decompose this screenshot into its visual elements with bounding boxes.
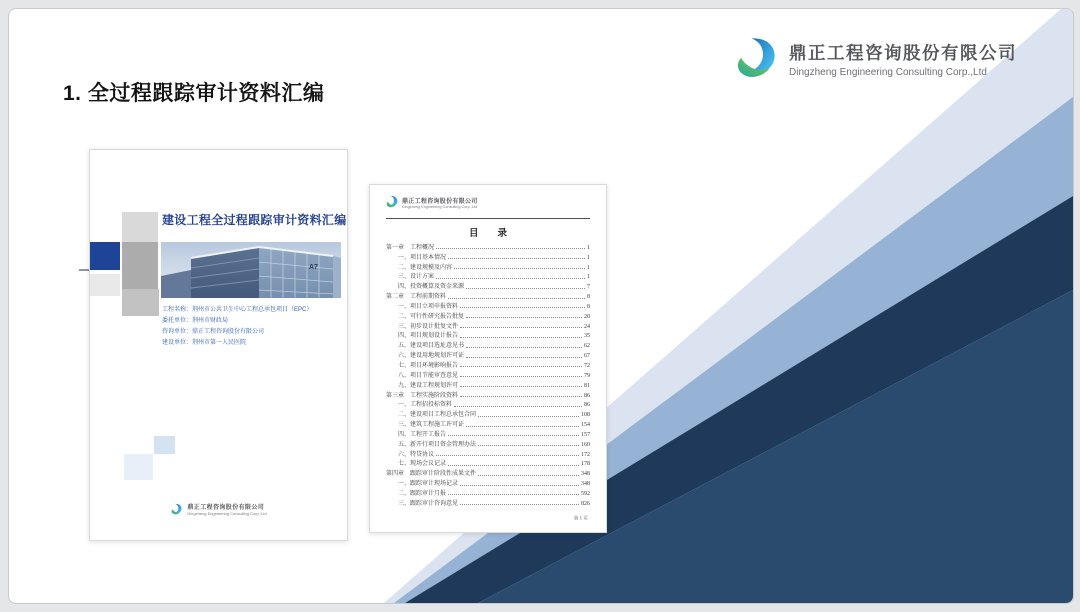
document-toc-page bbox=[369, 184, 607, 533]
toc-entry-label: 九、建设工程规划许可 bbox=[398, 382, 459, 389]
toc-page-number: 第 1 页 bbox=[573, 516, 588, 521]
toc-entry-label: 六、特贷协议 bbox=[398, 451, 435, 458]
toc-entry bbox=[386, 497, 590, 507]
toc-entry bbox=[386, 310, 590, 320]
cover-info-line: 咨询单位：鼎正工程咨询股份有限公司 bbox=[162, 329, 265, 335]
toc-dot-leader bbox=[454, 406, 582, 407]
company-name-cn: 鼎正工程咨询股份有限公司 bbox=[789, 43, 1017, 63]
document-cover-page bbox=[89, 149, 348, 541]
cover-photo-building bbox=[161, 242, 341, 298]
toc-dot-leader bbox=[460, 396, 582, 397]
company-logo bbox=[732, 35, 1017, 83]
toc-entry bbox=[386, 408, 590, 418]
toc-entry-page: 592 bbox=[581, 490, 590, 497]
company-logo-icon bbox=[732, 35, 780, 83]
company-name-cn: 鼎正工程咨询股份有限公司 bbox=[402, 198, 478, 205]
company-logo-icon bbox=[170, 503, 183, 516]
toc-entry-page: 86 bbox=[584, 402, 590, 409]
toc-entry-page: 154 bbox=[581, 422, 590, 429]
cover-title: 建设工程全过程跟踪审计资料汇编 bbox=[162, 213, 347, 227]
toc-entry-label: 四、工程开工报告 bbox=[398, 431, 447, 438]
toc-entry-page: 157 bbox=[581, 431, 590, 438]
toc-dot-leader bbox=[436, 248, 585, 249]
toc-entry-label: 三、建筑工程施工许可证 bbox=[398, 422, 465, 429]
toc-entry-label: 一、项目立项申报资料 bbox=[398, 303, 459, 310]
toc-entry-label: 五、建设项目选址意见书 bbox=[398, 343, 465, 350]
slide-title: 1. 全过程跟踪审计资料汇编 bbox=[63, 82, 325, 105]
toc-entry-page: 67 bbox=[584, 353, 590, 360]
toc-entry bbox=[386, 251, 590, 261]
toc-entry-label: 一、项目基本情况 bbox=[398, 254, 447, 261]
cover-decor-square-gray bbox=[90, 274, 120, 296]
toc-entry-label: 第三章 工程实施阶段资料 bbox=[386, 392, 459, 399]
toc-dot-leader bbox=[460, 307, 585, 308]
toc-entry bbox=[386, 349, 590, 359]
toc-dot-leader bbox=[466, 288, 585, 289]
cover-info-line: 建设单位：荆州市第一人民医院 bbox=[162, 340, 247, 346]
toc-dot-leader bbox=[460, 366, 582, 367]
cover-info-lines bbox=[162, 305, 312, 349]
toc-entry-page: 72 bbox=[584, 362, 590, 369]
toc-entry-page: 86 bbox=[584, 392, 590, 399]
toc-entry bbox=[386, 300, 590, 310]
toc-header-rule bbox=[386, 218, 590, 219]
toc-entry bbox=[386, 428, 590, 438]
toc-entry-label: 第二章 工程前期资料 bbox=[386, 294, 447, 301]
cover-info-line: 委托单位：荆州市财政局 bbox=[162, 318, 229, 324]
toc-entry bbox=[386, 280, 590, 290]
toc-entry bbox=[386, 330, 590, 340]
toc-dot-leader bbox=[466, 317, 582, 318]
toc-entry-page: 1 bbox=[587, 244, 590, 251]
toc-dot-leader bbox=[448, 435, 579, 436]
toc-entry-label: 三、跟踪审计咨询意见 bbox=[398, 500, 459, 507]
toc-header-logo bbox=[385, 195, 478, 209]
toc-entry bbox=[386, 418, 590, 428]
toc-entry bbox=[386, 271, 590, 281]
toc-entry bbox=[386, 487, 590, 497]
toc-dot-leader bbox=[478, 475, 579, 476]
toc-dot-leader bbox=[448, 298, 585, 299]
toc-entry-page: 8 bbox=[587, 303, 590, 310]
toc-dot-leader bbox=[460, 376, 582, 377]
toc-dot-leader bbox=[448, 258, 585, 259]
toc-entry-page: 7 bbox=[587, 284, 590, 291]
toc-entry-page: 1 bbox=[587, 254, 590, 261]
toc-dot-leader bbox=[460, 337, 582, 338]
toc-list bbox=[386, 241, 590, 507]
toc-entry-label: 二、建设项目工程总承包合同 bbox=[398, 412, 477, 419]
toc-entry-page: 1 bbox=[587, 264, 590, 271]
toc-entry-page: 1 bbox=[587, 274, 590, 281]
toc-entry bbox=[386, 261, 590, 271]
toc-dot-leader bbox=[466, 347, 582, 348]
toc-entry-page: 20 bbox=[584, 313, 590, 320]
cover-footer-logo-text bbox=[187, 502, 266, 516]
cover-decor-square-blue bbox=[90, 242, 120, 270]
toc-entry-label: 五、新开行项目资金管理办法 bbox=[398, 441, 477, 448]
cover-info-line: 工程名称：荆州市公共卫生中心工程总承包项目（EPC） bbox=[162, 307, 313, 313]
toc-entry bbox=[386, 448, 590, 458]
toc-dot-leader bbox=[460, 386, 582, 387]
cover-decor-square-gray bbox=[122, 289, 159, 316]
company-name-cn: 鼎正工程咨询股份有限公司 bbox=[187, 505, 265, 511]
toc-entry-page: 178 bbox=[581, 461, 590, 468]
cover-decor-square-lightblue bbox=[154, 436, 175, 454]
toc-entry-label: 二、建设规模及内容 bbox=[398, 264, 453, 271]
toc-dot-leader bbox=[460, 485, 579, 486]
toc-dot-leader bbox=[478, 416, 579, 417]
toc-entry-page: 81 bbox=[584, 382, 590, 389]
toc-entry-page: 826 bbox=[581, 500, 590, 507]
company-logo-icon bbox=[385, 195, 399, 209]
toc-entry bbox=[386, 241, 590, 251]
toc-entry-page: 108 bbox=[581, 412, 590, 419]
company-name-en: Dingzheng Engineering Consulting Corp.,Ltd bbox=[402, 204, 478, 209]
toc-entry-label: 三、初步设计批复文件 bbox=[398, 323, 459, 330]
toc-entry-label: 一、工程招投标资料 bbox=[398, 402, 453, 409]
toc-entry-label: 第一章 工程概况 bbox=[386, 244, 435, 251]
cover-decor-square-lightblue bbox=[124, 454, 153, 480]
toc-dot-leader bbox=[454, 268, 585, 269]
toc-entry bbox=[386, 320, 590, 330]
toc-dot-leader bbox=[436, 278, 585, 279]
company-name-en: Dingzheng Engineering Consulting Corp.,Ltd bbox=[187, 511, 267, 516]
cover-decor-square-gray bbox=[122, 212, 158, 242]
toc-entry bbox=[386, 467, 590, 477]
toc-entry-label: 二、可行性研究报告批复 bbox=[398, 313, 465, 320]
toc-entry bbox=[386, 339, 590, 349]
toc-entry bbox=[386, 359, 590, 369]
toc-dot-leader bbox=[448, 494, 579, 495]
toc-header-logo-text bbox=[402, 196, 478, 209]
toc-entry-page: 160 bbox=[581, 441, 590, 448]
company-name-en: Dingzheng Engineering Consulting Corp.,Ltd bbox=[789, 67, 987, 78]
company-logo-text bbox=[789, 40, 1017, 78]
toc-dot-leader bbox=[478, 445, 579, 446]
toc-entry-page: 62 bbox=[584, 343, 590, 350]
cover-photo bbox=[161, 242, 341, 298]
toc-entry-page: 348 bbox=[581, 481, 590, 488]
toc-entry bbox=[386, 438, 590, 448]
toc-entry-page: 8 bbox=[587, 294, 590, 301]
toc-dot-leader bbox=[436, 455, 579, 456]
toc-entry-label: 八、项目节能审查意见 bbox=[398, 372, 459, 379]
toc-entry bbox=[386, 458, 590, 468]
toc-entry-label: 四、投资概算及资金来源 bbox=[398, 284, 465, 291]
toc-entry-label: 二、跟踪审计月报 bbox=[398, 490, 447, 497]
toc-entry bbox=[386, 290, 590, 300]
toc-dot-leader bbox=[460, 504, 579, 505]
toc-entry-label: 四、项目规划设计报告 bbox=[398, 333, 459, 340]
toc-entry bbox=[386, 369, 590, 379]
toc-entry-page: 24 bbox=[584, 323, 590, 330]
toc-dot-leader bbox=[466, 426, 579, 427]
toc-entry-page: 172 bbox=[581, 451, 590, 458]
toc-entry bbox=[386, 379, 590, 389]
toc-heading: 目 录 bbox=[468, 229, 507, 239]
toc-entry-label: 第四章 跟踪审计阶段性成果文件 bbox=[386, 471, 477, 478]
toc-entry-page: 79 bbox=[584, 372, 590, 379]
decor-tick bbox=[79, 269, 89, 271]
building-sign-label: A7 bbox=[309, 264, 318, 271]
cover-footer-logo bbox=[90, 502, 347, 516]
toc-entry-label: 七、现场会议记录 bbox=[398, 461, 447, 468]
toc-entry-label: 三、设计方案 bbox=[398, 274, 435, 281]
toc-entry-label: 六、建设用地规划许可证 bbox=[398, 353, 465, 360]
toc-entry-label: 一、跟踪审计现场记录 bbox=[398, 481, 459, 488]
toc-dot-leader bbox=[448, 465, 579, 466]
toc-entry-page: 35 bbox=[584, 333, 590, 340]
presentation-slide bbox=[8, 8, 1074, 604]
toc-entry bbox=[386, 389, 590, 399]
toc-entry-label: 七、项目环境影响报告 bbox=[398, 362, 459, 369]
toc-dot-leader bbox=[460, 327, 582, 328]
cover-decor-square-gray bbox=[122, 242, 158, 289]
toc-entry bbox=[386, 399, 590, 409]
toc-entry bbox=[386, 477, 590, 487]
toc-entry-page: 348 bbox=[581, 471, 590, 478]
toc-dot-leader bbox=[466, 357, 582, 358]
